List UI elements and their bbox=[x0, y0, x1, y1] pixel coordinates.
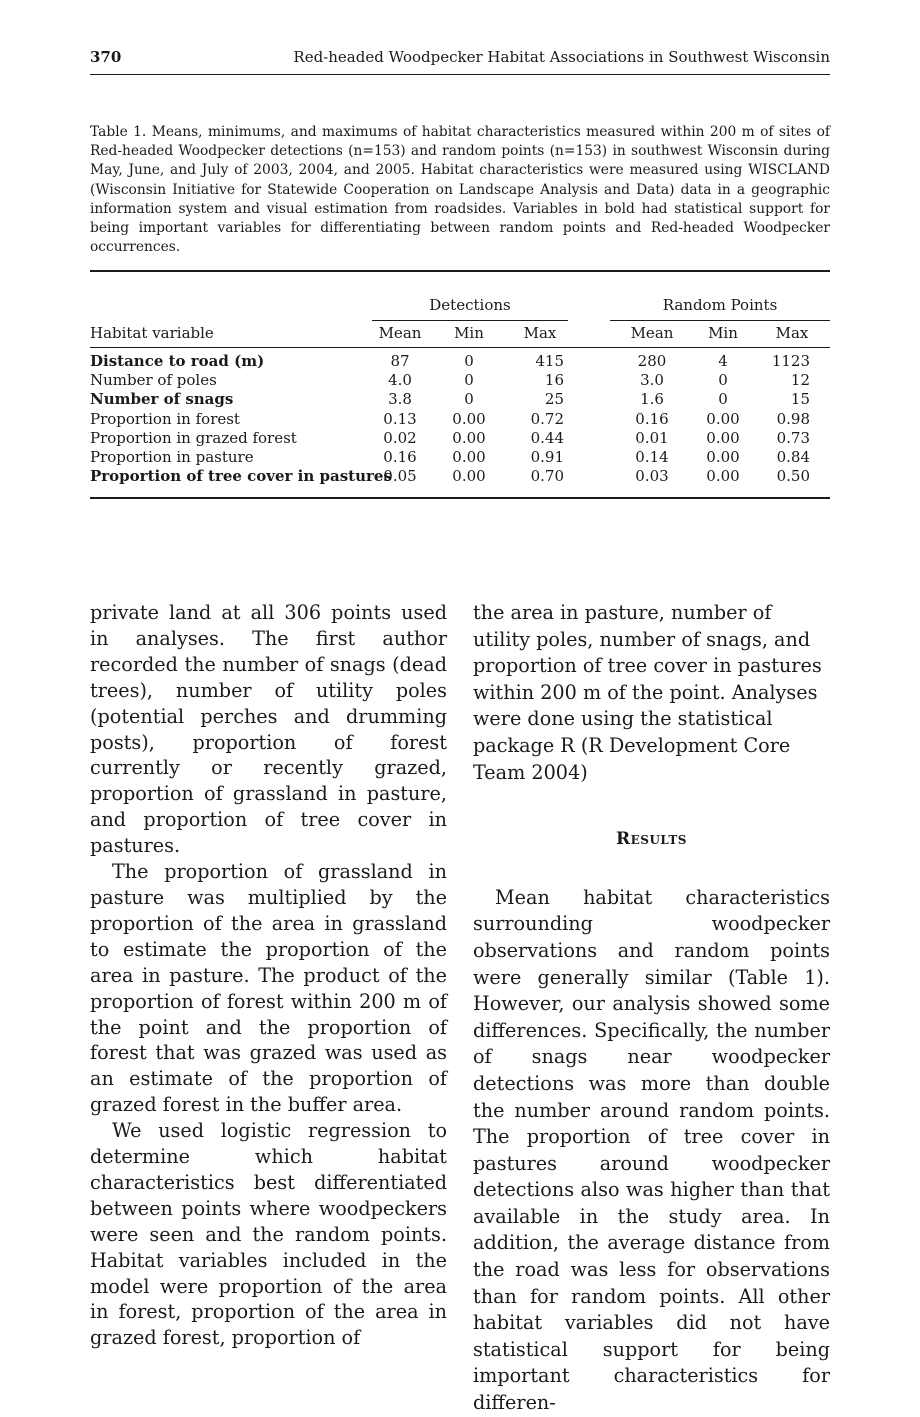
table-cell-r-max: 0.84 bbox=[776, 448, 810, 466]
table-cell-r-min: 0 bbox=[718, 371, 728, 390]
detections-group-label: Detections bbox=[429, 296, 511, 314]
random-points-group-label: Random Points bbox=[662, 296, 778, 314]
column-header-detections-mean: Mean bbox=[378, 324, 422, 342]
table-cell-r-max: 0.50 bbox=[776, 467, 810, 486]
table-bottom-rule bbox=[90, 497, 830, 499]
table-cell-d-min: 0 bbox=[464, 352, 474, 370]
table-cell-d-mean: 3.8 bbox=[388, 390, 412, 409]
body-right-column bbox=[473, 600, 830, 1417]
table-row-label: Proportion in grazed forest bbox=[90, 428, 297, 447]
table-cell-r-min: 0.00 bbox=[706, 467, 740, 486]
paragraph: private land at all 306 points used in analyses. The first author recorded the number of snags (dead trees), number of utility poles (potential perches and drumming posts), proportion of forest currently or recently grazed, proportion of grassland in pasture, and proportion of tree cover in pastures. bbox=[90, 601, 447, 858]
table-cell-d-max: 415 bbox=[535, 352, 564, 370]
table-cell-d-mean: 0.02 bbox=[383, 428, 417, 447]
column-header-detections-min: Min bbox=[454, 324, 484, 342]
table-cell-d-max: 25 bbox=[544, 390, 564, 409]
paragraph: We used logistic regression to determine which habitat characteristics best differentiated between points where woodpeckers were seen and the random points. Habitat variables included in the model were proportion of the area in forest, proportion of the area in grazed forest, proportion of bbox=[90, 1119, 447, 1350]
table-cell-d-max: 0.91 bbox=[530, 448, 564, 466]
table-cell-d-max: 0.70 bbox=[530, 467, 564, 486]
table-cell-d-min: 0 bbox=[464, 390, 474, 409]
column-header-detections-max: Max bbox=[523, 324, 557, 342]
table-cell-r-mean: 0.01 bbox=[635, 428, 669, 447]
table-cell-d-mean: 4.0 bbox=[388, 371, 412, 390]
table-row-label: Proportion of tree cover in pastures bbox=[90, 467, 392, 486]
table-cell-r-min: 0 bbox=[718, 390, 728, 409]
page-number: 370 bbox=[90, 48, 122, 66]
column-header-habitat-variable: Habitat variable bbox=[90, 324, 214, 342]
column-header-random-max: Max bbox=[775, 324, 809, 342]
random-points-group-underline bbox=[610, 320, 830, 321]
column-header-random-min: Min bbox=[708, 324, 738, 342]
table-cell-d-min: 0.00 bbox=[452, 448, 486, 466]
table-cell-d-mean: 0.16 bbox=[383, 448, 417, 466]
table-row-label: Proportion in pasture bbox=[90, 448, 254, 466]
table-cell-r-max: 1123 bbox=[771, 352, 810, 370]
table-cell-r-max: 12 bbox=[790, 371, 810, 390]
table-cell-d-min: 0.00 bbox=[452, 428, 486, 447]
paragraph: the area in pasture, number of utility poles, number of snags, and proportion of tree cover in pastures within 200 m of the point. Analyses were done using the statistical package R (R Development Core Team 2004) bbox=[473, 601, 822, 784]
table-cell-r-min: 4 bbox=[718, 352, 728, 370]
table-cell-d-mean: 87 bbox=[390, 352, 410, 370]
table-cell-d-mean: 0.13 bbox=[383, 409, 417, 428]
table-cell-r-mean: 3.0 bbox=[640, 371, 664, 390]
table-cell-r-max: 0.73 bbox=[776, 428, 810, 447]
table-cell-d-min: 0.00 bbox=[452, 467, 486, 486]
table-cell-r-mean: 0.16 bbox=[635, 409, 669, 428]
table-cell-r-min: 0.00 bbox=[706, 409, 740, 428]
table-row-label: Distance to road (m) bbox=[90, 352, 265, 370]
table-row-label: Proportion in forest bbox=[90, 409, 240, 428]
table-cell-d-min: 0.00 bbox=[452, 409, 486, 428]
paragraph: The proportion of grassland in pasture was multiplied by the proportion of the area in grassland to estimate the proportion of the area in pasture. The product of the proportion of forest within 200 m of the point and the proportion of forest that was grazed was used as an estimate of the proportion of grazed forest in the buffer area. bbox=[90, 860, 447, 1117]
table-cell-d-max: 0.72 bbox=[530, 409, 564, 428]
table-cell-r-mean: 280 bbox=[637, 352, 667, 370]
table-cell-r-max: 0.98 bbox=[776, 409, 810, 428]
table-cell-d-min: 0 bbox=[464, 371, 474, 390]
column-header-random-mean: Mean bbox=[630, 324, 674, 342]
paragraph: Mean habitat characteristics surrounding woodpecker observations and random points were generally similar (Table 1). However, our analysis showed some differences. Specifically, the number of snags near woodpecker detections was more than double the number around random points. The proportion of tree cover in pastures around woodpecker detections also was higher than that available in the study area. In addition, the average distance from the road was less for observations than for random points. All other habitat variables did not have statistical support for being important characteristics for differen- bbox=[473, 885, 830, 1415]
table-cell-r-min: 0.00 bbox=[706, 448, 740, 466]
table-caption: Table 1. Means, minimums, and maximums of habitat characteristics measured within 200 m of sites of Red-headed Woodpecker detections (n=153) and random points (n=153) in southwest Wisconsin during May, June, and July of 2003, 2004, and 2005. Habitat characteristics were measured using WISCLAND (Wisconsin Initiative for Statewide Cooperation on Landscape Analysis and Data) data in a geographic information system and visual estimation from roadsides. Variables in bold had statistical support for being important variables for differentiating between random points and Red-headed Woodpecker occurrences. bbox=[90, 124, 830, 256]
results-heading: Results bbox=[616, 829, 687, 850]
table-cell-r-mean: 1.6 bbox=[640, 390, 664, 409]
detections-group-underline bbox=[372, 320, 568, 321]
table-cell-d-max: 0.44 bbox=[530, 428, 564, 447]
table-top-rule bbox=[90, 270, 830, 272]
table-cell-d-mean: 0.05 bbox=[383, 467, 417, 486]
running-title: Red-headed Woodpecker Habitat Associations in Southwest Wisconsin bbox=[293, 48, 830, 66]
table-row-label: Number of snags bbox=[90, 390, 234, 409]
table-cell-d-max: 16 bbox=[544, 371, 564, 390]
body-left-column bbox=[90, 600, 447, 1351]
table-cell-r-min: 0.00 bbox=[706, 428, 740, 447]
table-header-rule bbox=[90, 347, 830, 348]
table-cell-r-mean: 0.03 bbox=[635, 467, 669, 486]
page-header bbox=[90, 48, 830, 75]
table-cell-r-mean: 0.14 bbox=[635, 448, 669, 466]
table-cell-r-max: 15 bbox=[790, 390, 810, 409]
table-row-label: Number of poles bbox=[90, 371, 217, 390]
